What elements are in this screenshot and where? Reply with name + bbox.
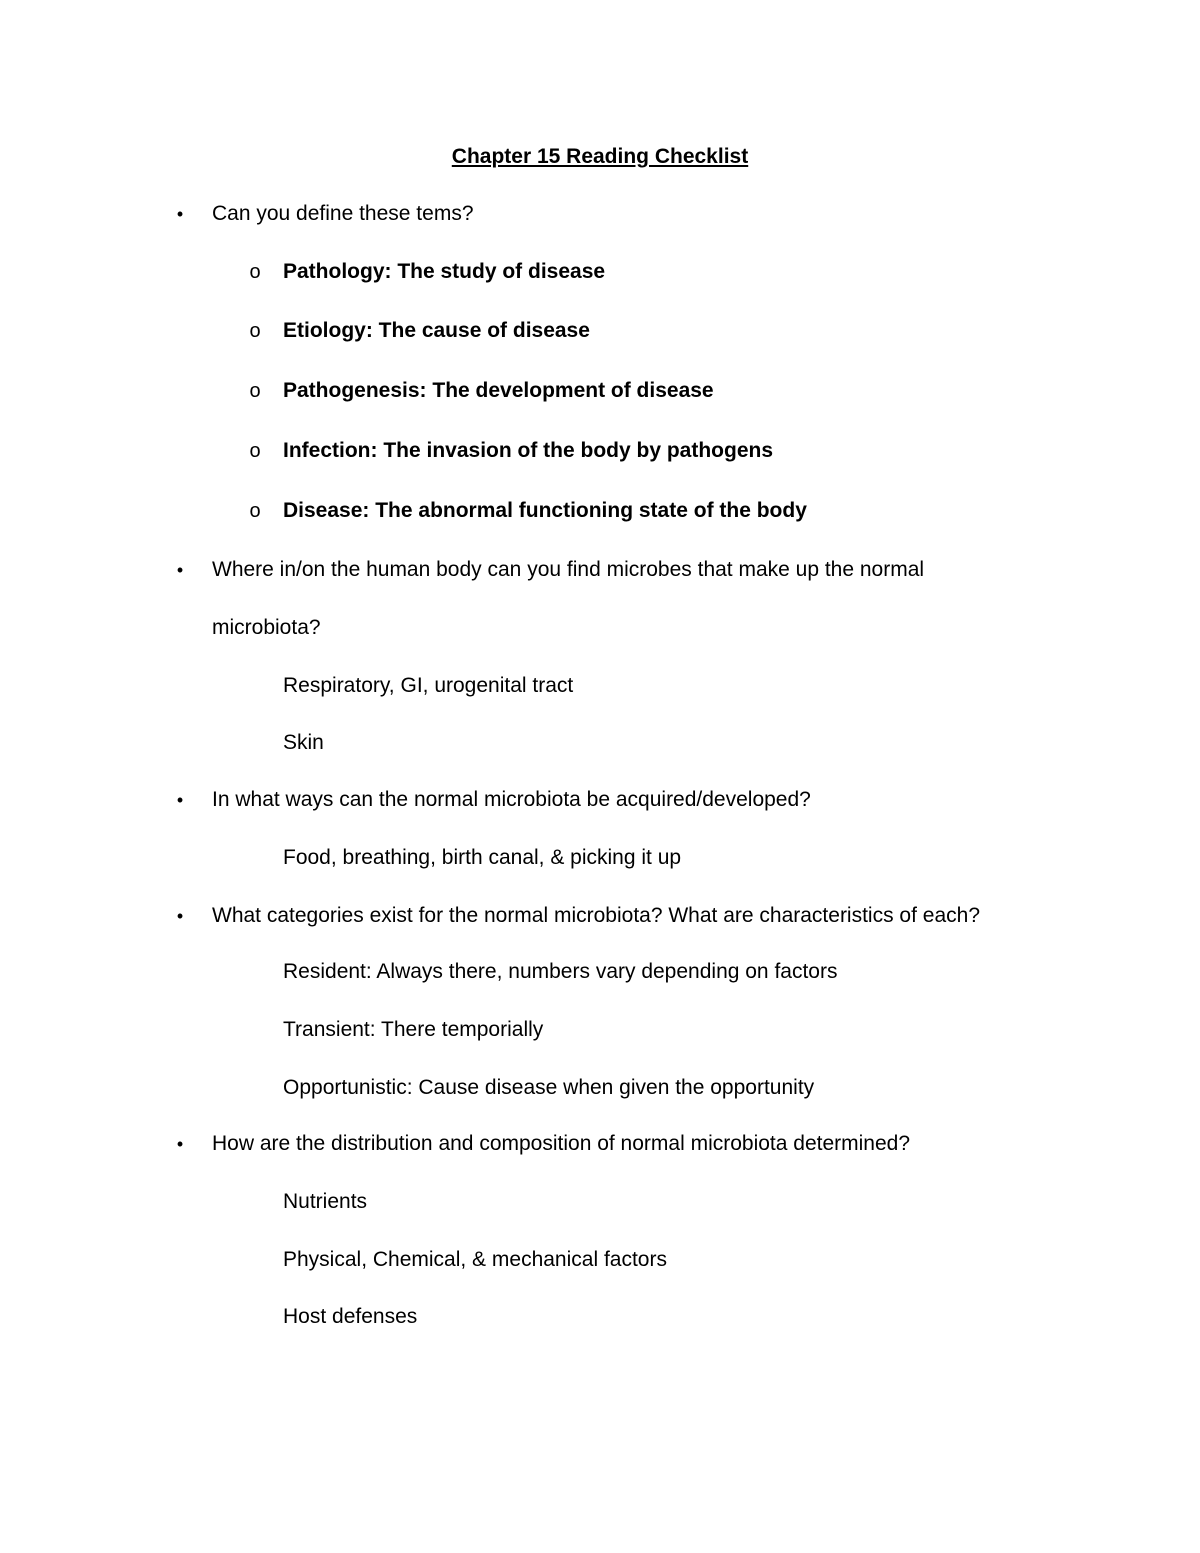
bullet-icon: •: [176, 560, 184, 580]
answer-4-1: Resident: Always there, numbers vary depending on factors: [283, 960, 838, 983]
page-title: Chapter 15 Reading Checklist: [451, 145, 749, 168]
bullet-icon: •: [176, 906, 184, 926]
sub-bullet-icon: o: [249, 440, 261, 462]
answer-2-1: Respiratory, GI, urogenital tract: [283, 674, 574, 697]
question-1: Can you define these tems?: [212, 202, 474, 225]
term-pathology: Pathology: The study of disease: [283, 260, 606, 283]
answer-5-2: Physical, Chemical, & mechanical factors: [283, 1248, 667, 1271]
term-etiology: Etiology: The cause of disease: [283, 319, 590, 342]
answer-5-1: Nutrients: [283, 1190, 368, 1213]
question-3: In what ways can the normal microbiota be acquired/developed?: [212, 788, 811, 811]
answer-4-2: Transient: There temporially: [283, 1018, 544, 1041]
question-2-line-2: microbiota?: [212, 616, 321, 639]
answer-4-3: Opportunistic: Cause disease when given the opportunity: [283, 1076, 815, 1099]
bullet-icon: •: [176, 204, 184, 224]
sub-bullet-icon: o: [249, 320, 261, 342]
bullet-icon: •: [176, 1134, 184, 1154]
bullet-icon: •: [176, 790, 184, 810]
question-5: How are the distribution and composition of normal microbiota determined?: [212, 1132, 911, 1155]
sub-bullet-icon: o: [249, 500, 261, 522]
term-infection: Infection: The invasion of the body by pathogens: [283, 439, 774, 462]
answer-2-2: Skin: [283, 731, 324, 754]
term-disease: Disease: The abnormal functioning state of the body: [283, 499, 807, 522]
answer-3-1: Food, breathing, birth canal, & picking it up: [283, 846, 682, 869]
term-pathogenesis: Pathogenesis: The development of disease: [283, 379, 714, 402]
question-2-line-1: Where in/on the human body can you find microbes that make up the normal: [212, 558, 925, 581]
answer-5-3: Host defenses: [283, 1305, 418, 1328]
question-4: What categories exist for the normal microbiota? What are characteristics of each?: [212, 904, 980, 927]
sub-bullet-icon: o: [249, 261, 261, 283]
sub-bullet-icon: o: [249, 380, 261, 402]
